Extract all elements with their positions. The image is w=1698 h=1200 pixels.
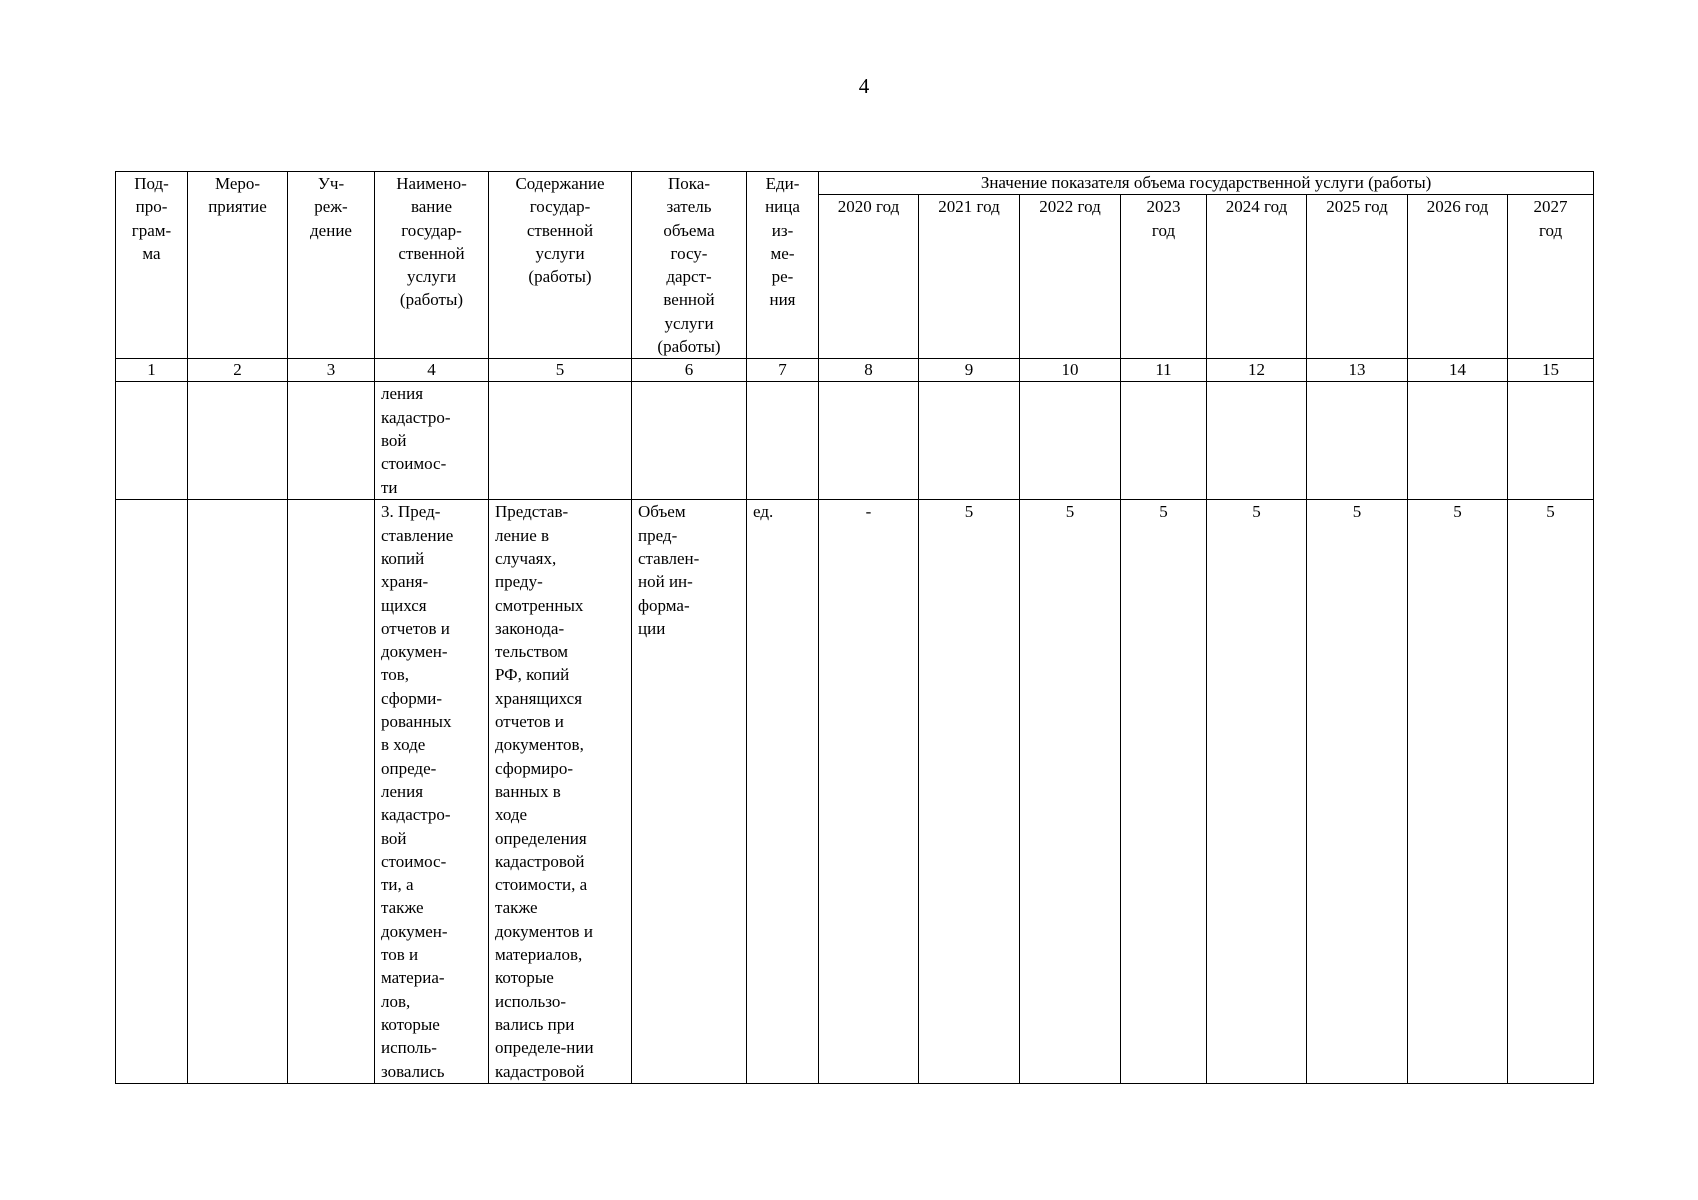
header-year: 2022 год [1020, 195, 1121, 359]
header-value-group: Значение показателя объема государственной услуги (работы) [819, 172, 1594, 195]
cell-subprogram [116, 500, 188, 1083]
cell-year-value: 5 [1207, 500, 1307, 1083]
cell-year-value: 5 [1408, 500, 1508, 1083]
cell-volume-indicator [632, 382, 747, 500]
column-number: 13 [1307, 359, 1408, 382]
cell-institution [288, 382, 375, 500]
cell-year-value [1121, 382, 1207, 500]
column-number: 2 [188, 359, 288, 382]
column-number: 4 [375, 359, 489, 382]
header-volume-indicator: Пока- затель объема госу- дарст- венной услуги (работы) [632, 172, 747, 359]
column-number: 15 [1508, 359, 1594, 382]
cell-unit [747, 382, 819, 500]
service-volume-table [115, 171, 1594, 1084]
header-unit: Еди- ница из- ме- ре- ния [747, 172, 819, 359]
page-number: 4 [858, 74, 870, 98]
column-number: 14 [1408, 359, 1508, 382]
cell-service-content [489, 382, 632, 500]
header-year: 2020 год [819, 195, 919, 359]
header-year: 2023 год [1121, 195, 1207, 359]
cell-unit: ед. [747, 500, 819, 1083]
column-number: 10 [1020, 359, 1121, 382]
cell-institution [288, 500, 375, 1083]
column-number: 6 [632, 359, 747, 382]
cell-measure [188, 500, 288, 1083]
cell-year-value: 5 [1121, 500, 1207, 1083]
cell-year-value [1408, 382, 1508, 500]
column-number: 7 [747, 359, 819, 382]
cell-subprogram [116, 382, 188, 500]
cell-year-value [1207, 382, 1307, 500]
header-year: 2024 год [1207, 195, 1307, 359]
cell-year-value: - [819, 500, 919, 1083]
table-row [116, 382, 1594, 500]
column-number: 1 [116, 359, 188, 382]
cell-year-value [819, 382, 919, 500]
header-service-content: Содержание государ- ственной услуги (работы) [489, 172, 632, 359]
header-year: 2021 год [919, 195, 1020, 359]
cell-year-value: 5 [919, 500, 1020, 1083]
column-number: 11 [1121, 359, 1207, 382]
cell-year-value [1020, 382, 1121, 500]
cell-service-content: Представ- ление в случаях, преду- смотренных законода- тельством РФ, копий хранящихся отчетов и документов, сформиро- ванных в ходе определения кадастровой стоимости, а также документов и материалов, которые использо- вались при определе-нии кадастровой [489, 500, 632, 1083]
cell-year-value: 5 [1020, 500, 1121, 1083]
column-number: 3 [288, 359, 375, 382]
table-row [116, 500, 1594, 1083]
cell-volume-indicator: Объем пред- ставлен- ной ин- форма- ции [632, 500, 747, 1083]
header-service-name: Наимено- вание государ- ственной услуги (работы) [375, 172, 489, 359]
cell-year-value [1508, 382, 1594, 500]
cell-year-value: 5 [1307, 500, 1408, 1083]
cell-year-value [1307, 382, 1408, 500]
cell-service-name: ления кадастро- вой стоимос- ти [375, 382, 489, 500]
cell-year-value: 5 [1508, 500, 1594, 1083]
column-numbers-row [116, 359, 1594, 382]
header-year: 2025 год [1307, 195, 1408, 359]
header-row [116, 172, 1594, 195]
cell-year-value [919, 382, 1020, 500]
header-year: 2026 год [1408, 195, 1508, 359]
header-year: 2027 год [1508, 195, 1594, 359]
header-institution: Уч- реж- дение [288, 172, 375, 359]
column-number: 9 [919, 359, 1020, 382]
column-number: 8 [819, 359, 919, 382]
column-number: 12 [1207, 359, 1307, 382]
header-subprogram: Под- про- грам- ма [116, 172, 188, 359]
column-number: 5 [489, 359, 632, 382]
cell-measure [188, 382, 288, 500]
cell-service-name: 3. Пред- ставление копий храня- щихся отчетов и докумен- тов, сформи- рованных в ходе опреде- ления кадастро- вой стоимос- ти, а также докумен- тов и материа- лов, которые исполь- зовались [375, 500, 489, 1083]
header-measure: Меро- приятие [188, 172, 288, 359]
